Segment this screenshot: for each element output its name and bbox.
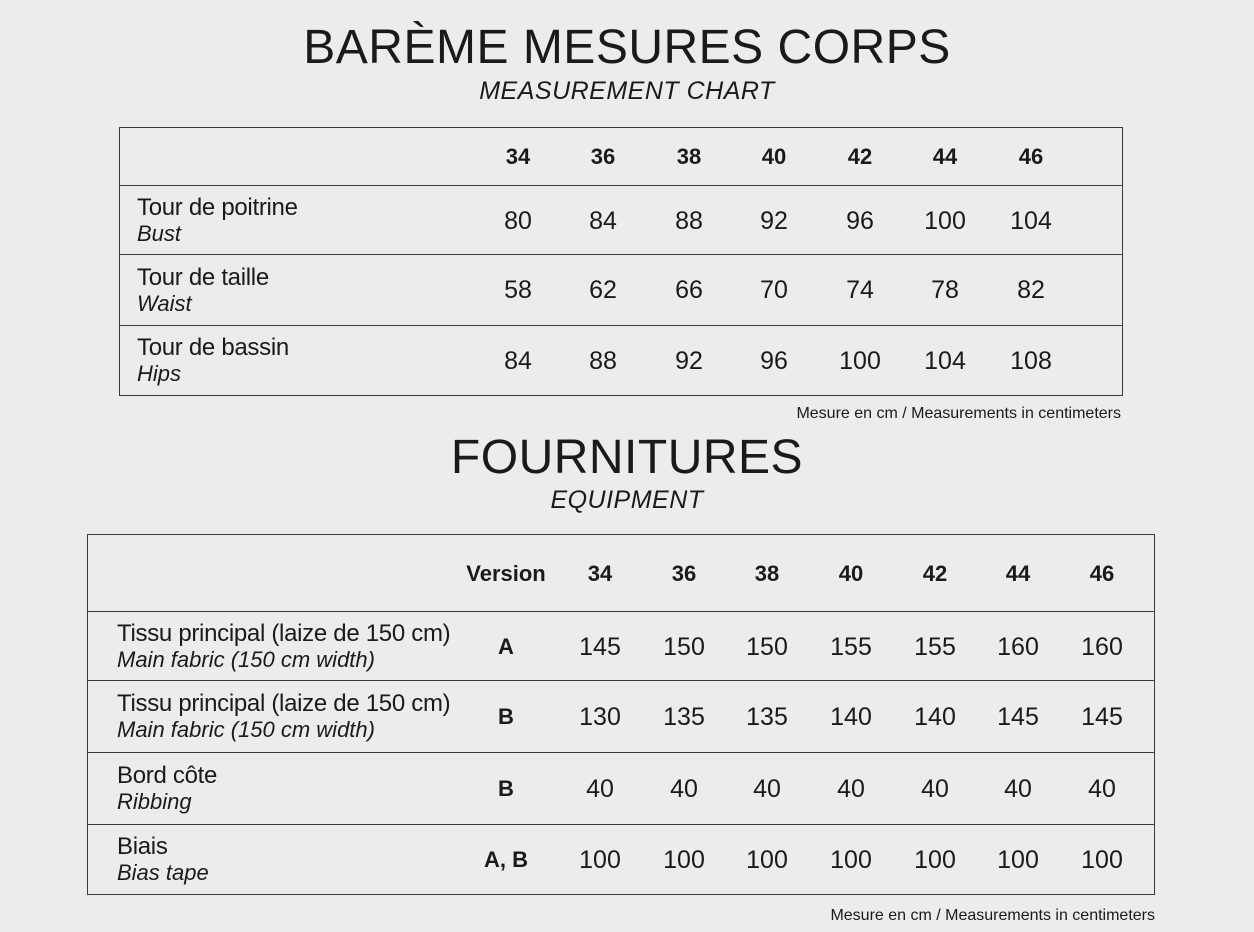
size-header: 46 [1018, 144, 1044, 169]
equipment-value: 100 [579, 845, 621, 874]
row-label [137, 326, 289, 396]
version-header: Version [466, 560, 546, 586]
measurement-value: 80 [504, 206, 532, 235]
measurement-value: 100 [924, 206, 966, 235]
row-label-fr: Tour de taille [137, 263, 269, 291]
measurement-row-hips [120, 325, 1122, 396]
measurement-value: 96 [846, 206, 874, 235]
row-label-fr: Biais [117, 833, 168, 860]
row-label-en: Bust [137, 221, 182, 246]
equipment-value: 140 [914, 702, 956, 731]
size-header: 34 [505, 144, 531, 169]
equipment-value: 155 [914, 632, 956, 661]
size-header: 44 [932, 144, 958, 169]
equipment-value: 140 [830, 702, 872, 731]
size-header: 38 [676, 144, 702, 169]
measurement-value: 74 [846, 276, 874, 304]
measurement-chart-subtitle: MEASUREMENT CHART [479, 77, 775, 105]
measurement-chart-title: BARÈME MESURES CORPS [303, 21, 951, 74]
equipment-value: 145 [1081, 702, 1123, 731]
row-label-fr: Tissu principal (laize de 150 cm) [117, 690, 451, 717]
equipment-value: 150 [663, 632, 705, 661]
equipment-value: 40 [837, 774, 865, 803]
measurement-value: 84 [589, 206, 617, 235]
measurement-value: 96 [760, 346, 788, 375]
row-label-en: Main fabric (150 cm width) [117, 647, 375, 672]
equipment-value: 100 [997, 845, 1039, 874]
measurement-value: 104 [924, 346, 966, 375]
size-header: 40 [761, 144, 787, 169]
measurement-units-note: Mesure en cm / Measurements in centimeters [796, 405, 1121, 422]
equipment-value: 135 [663, 702, 705, 731]
row-label-fr: Tour de bassin [137, 334, 289, 361]
version-value: A [498, 634, 514, 659]
measurement-value: 62 [589, 276, 617, 304]
measurement-header-row [120, 128, 1122, 186]
measurement-value: 88 [589, 346, 617, 375]
equipment-row-ribbing [88, 752, 1154, 825]
measurement-value: 100 [839, 346, 881, 375]
row-label-en: Ribbing [117, 789, 192, 814]
equipment-value: 100 [914, 845, 956, 874]
equipment-row-main-fabric-a [88, 611, 1154, 682]
equipment-row-bias-tape [88, 824, 1154, 895]
size-header: 36 [590, 144, 616, 169]
measurement-value: 66 [675, 276, 703, 304]
size-header: 42 [847, 144, 873, 169]
equipment-value: 100 [830, 845, 872, 874]
equipment-value: 40 [670, 774, 698, 803]
measurement-value: 108 [1010, 346, 1052, 375]
size-header: 38 [754, 560, 780, 586]
equipment-value: 130 [579, 702, 621, 731]
row-label [137, 255, 269, 326]
equipment-title: FOURNITURES [450, 431, 804, 484]
equipment-row-main-fabric-b [88, 680, 1154, 753]
equipment-value: 160 [997, 632, 1039, 661]
size-header: 46 [1089, 560, 1115, 586]
equipment-value: 100 [746, 845, 788, 874]
equipment-value: 160 [1081, 632, 1123, 661]
equipment-value: 135 [746, 702, 788, 731]
equipment-value: 40 [921, 774, 949, 803]
equipment-value: 40 [586, 774, 614, 803]
measurement-value: 70 [760, 276, 788, 304]
version-value: B [498, 776, 514, 801]
row-label-en: Waist [137, 290, 192, 316]
measurement-value: 88 [675, 206, 703, 235]
equipment-units-note: Mesure en cm / Measurements in centimeters [830, 907, 1155, 924]
measurement-value: 104 [1010, 206, 1052, 235]
equipment-value: 100 [663, 845, 705, 874]
equipment-value: 40 [1088, 774, 1116, 803]
row-label-en: Hips [137, 361, 182, 386]
measurement-value: 92 [675, 346, 703, 375]
equipment-value: 150 [746, 632, 788, 661]
equipment-value: 155 [830, 632, 872, 661]
row-label [117, 825, 209, 895]
equipment-value: 145 [997, 702, 1039, 731]
row-label-fr: Bord côte [117, 762, 218, 789]
size-header: 44 [1005, 560, 1031, 586]
measurement-table [119, 127, 1123, 396]
measurement-value: 84 [504, 346, 532, 375]
version-value: B [498, 704, 514, 729]
row-label [117, 681, 450, 753]
equipment-subtitle: EQUIPMENT [550, 486, 704, 514]
row-label [117, 612, 450, 682]
size-header: 36 [671, 560, 697, 586]
measurement-value: 78 [931, 276, 959, 304]
equipment-table [87, 534, 1155, 895]
version-value: A, B [484, 847, 528, 872]
measurement-value: 82 [1017, 276, 1045, 304]
size-header: 40 [838, 560, 864, 586]
measurement-value: 58 [504, 276, 532, 304]
measurement-value: 92 [760, 206, 788, 235]
equipment-value: 40 [753, 774, 781, 803]
row-label-fr: Tissu principal (laize de 150 cm) [117, 620, 451, 647]
equipment-value: 40 [1004, 774, 1032, 803]
measurement-row-bust [120, 185, 1122, 256]
row-label-en: Bias tape [117, 860, 209, 885]
size-header: 34 [587, 560, 613, 586]
row-label-fr: Tour de poitrine [137, 194, 298, 221]
equipment-value: 100 [1081, 845, 1123, 874]
equipment-header-row [88, 535, 1154, 612]
size-header: 42 [922, 560, 948, 586]
row-label [137, 186, 298, 256]
row-label-en: Main fabric (150 cm width) [117, 717, 375, 742]
equipment-value: 145 [579, 632, 621, 661]
measurement-row-waist [120, 254, 1122, 326]
row-label [117, 753, 217, 825]
